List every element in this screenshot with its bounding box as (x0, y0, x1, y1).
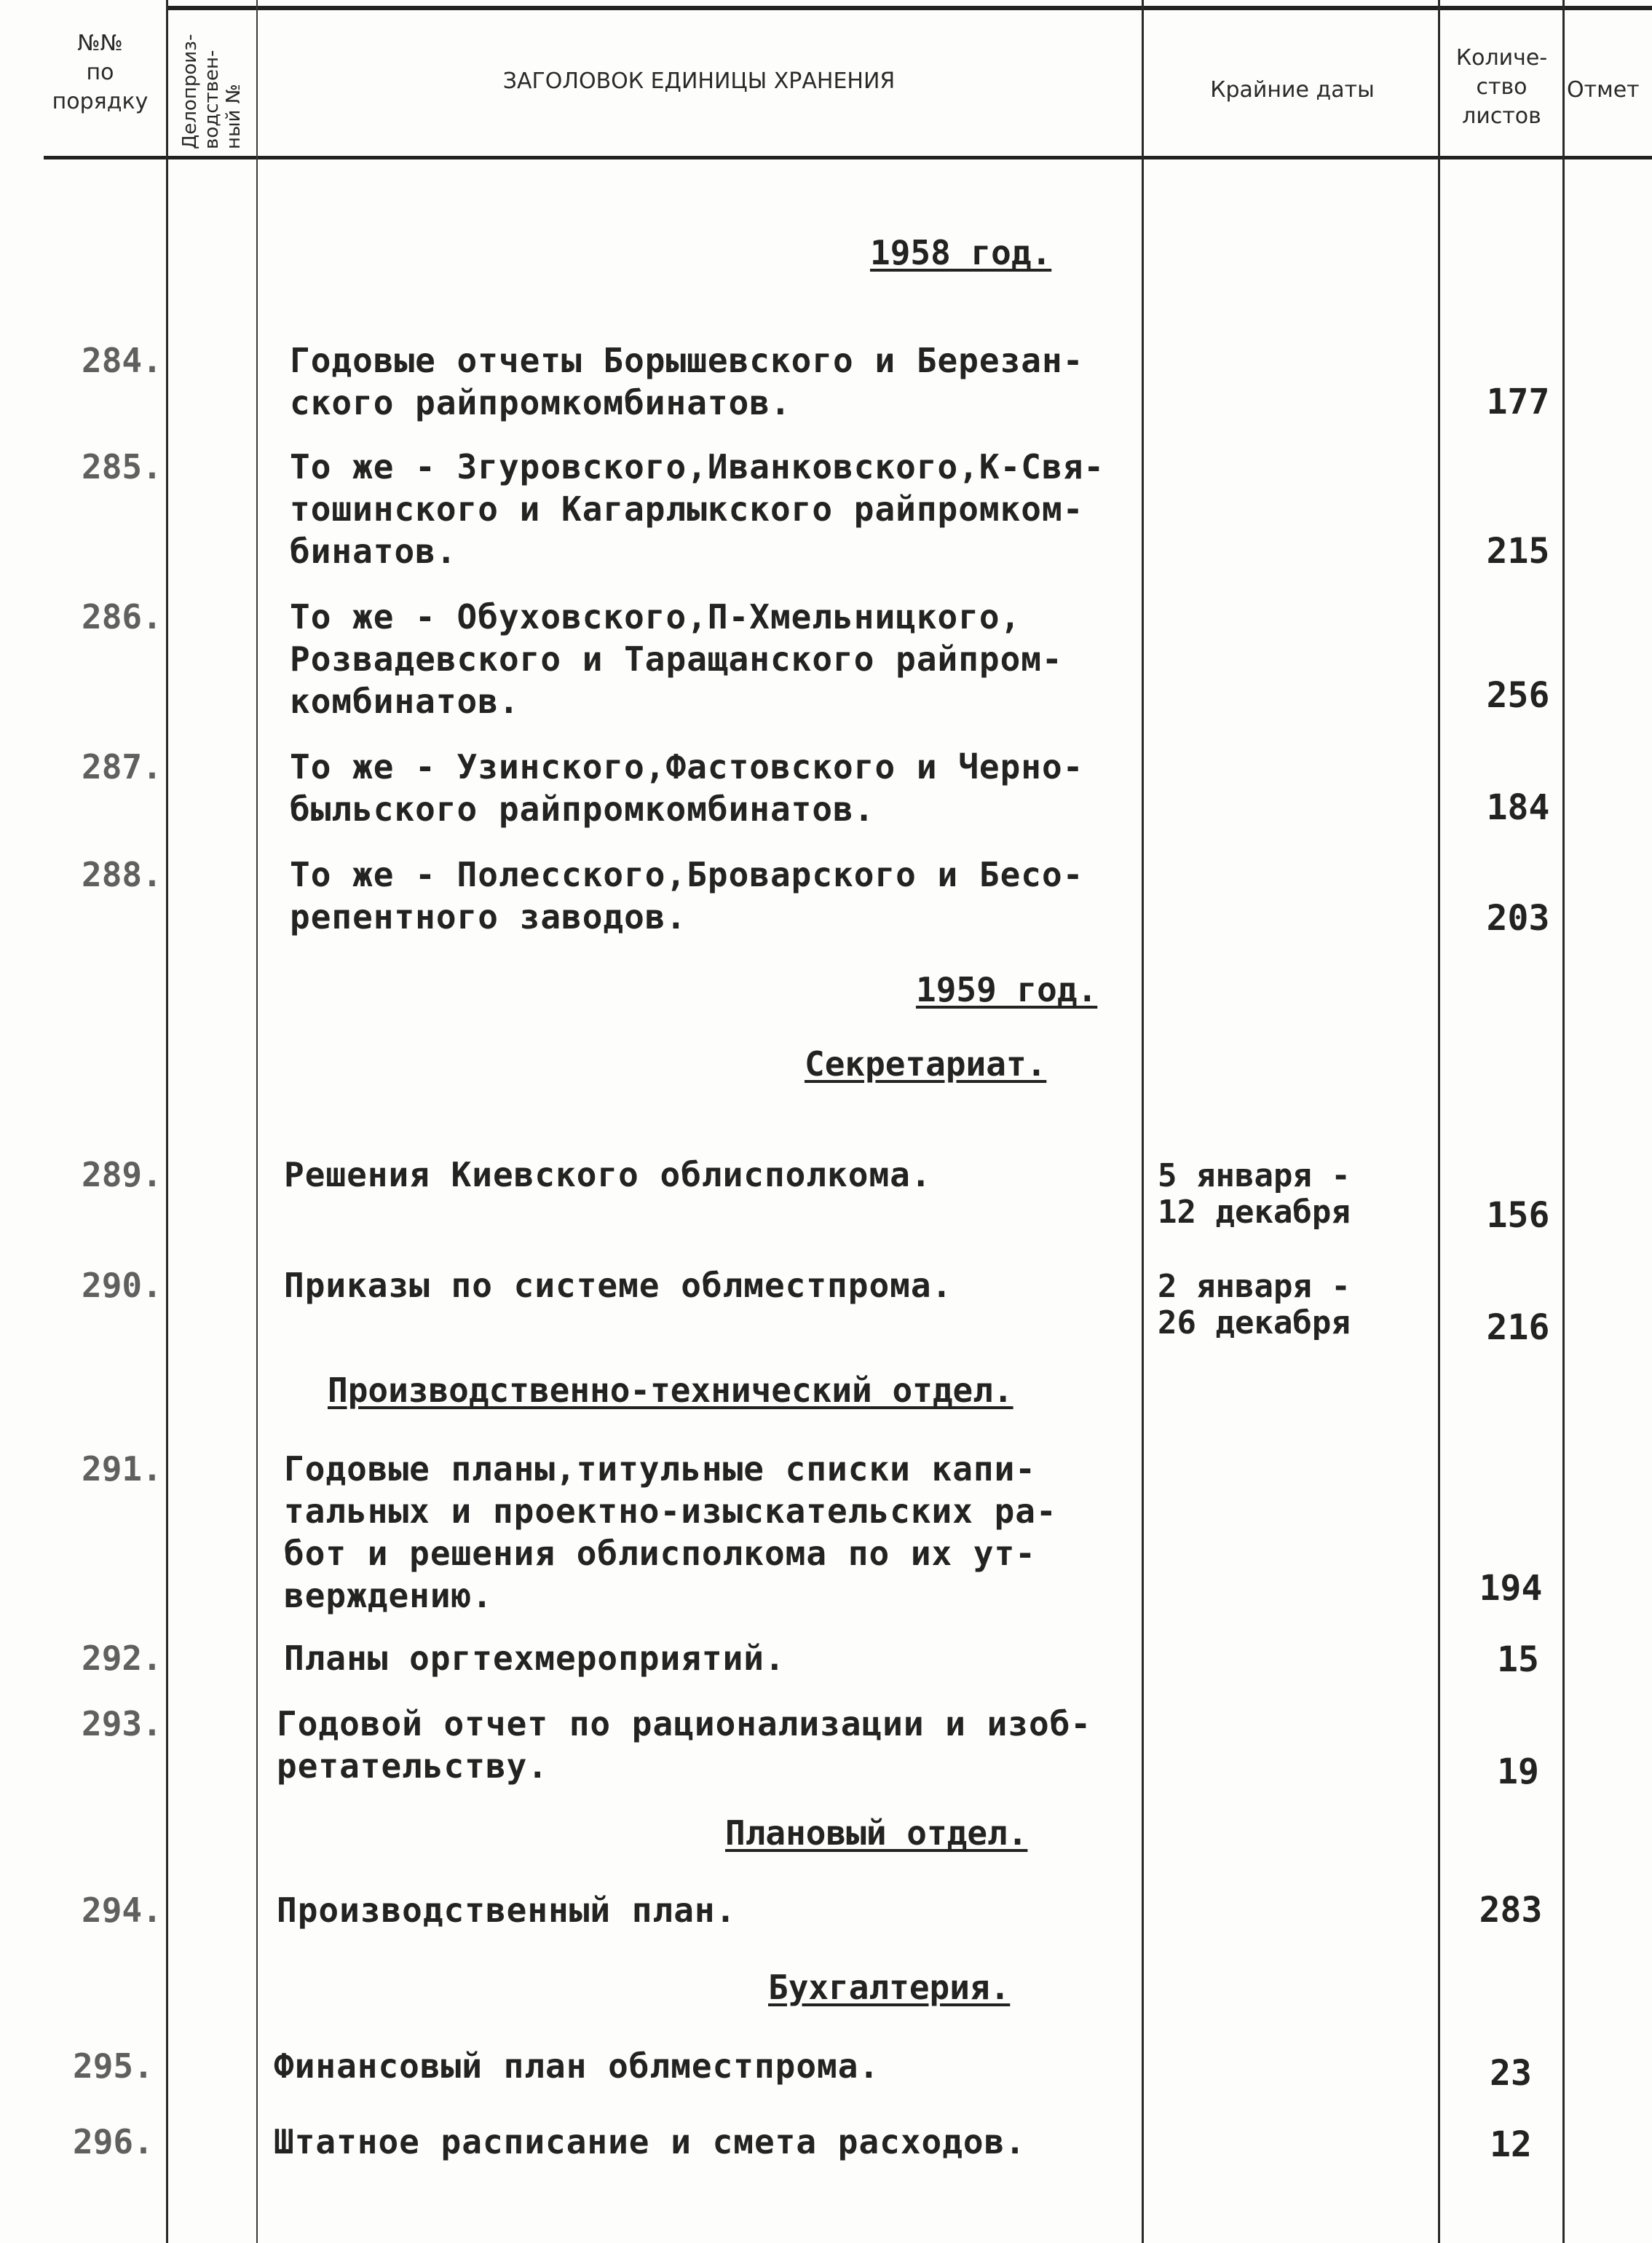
row-294-title: Производственный план. (277, 1891, 737, 1930)
section-planning: Плановый отдел. (725, 1813, 1028, 1853)
row-288-title: То же - Полесского,Броварского и Бесо- репентного заводов. (290, 855, 1084, 937)
col-rule-2 (256, 0, 258, 2243)
row-290-num: 290. (82, 1266, 162, 1305)
row-288-count: 203 (1486, 898, 1550, 939)
row-292-count: 15 (1497, 1639, 1539, 1680)
row-286-count: 256 (1486, 675, 1550, 716)
row-293-num: 293. (82, 1704, 162, 1743)
header-col-count: Количе- ство листов (1455, 45, 1548, 129)
row-296-title: Штатное расписание и смета расходов. (274, 2122, 1026, 2161)
row-292-num: 292. (82, 1639, 162, 1678)
row-293-count: 19 (1497, 1751, 1539, 1792)
row-289-num: 289. (82, 1155, 162, 1194)
row-284-count: 177 (1486, 382, 1550, 422)
header-rule (44, 156, 1652, 159)
row-287-count: 184 (1486, 787, 1550, 828)
row-290-title: Приказы по системе облместпрома. (284, 1266, 953, 1305)
section-secretariat: Секретариат. (805, 1044, 1047, 1084)
row-287-title: То же - Узинского,Фастовского и Черно- быльского райпромкомбинатов. (290, 747, 1084, 829)
col-rule-3 (1142, 0, 1144, 2243)
row-295-title: Финансовый план облместпрома. (274, 2046, 880, 2086)
row-289-title: Решения Киевского облисполкома. (284, 1155, 932, 1194)
section-year-1958: 1958 год. (870, 233, 1052, 272)
header-col-title: ЗАГОЛОВОК ЕДИНИЦЫ ХРАНЕНИЯ (502, 68, 896, 94)
row-288-num: 288. (82, 855, 162, 894)
row-285-title: То же - Згуровского,Иванковского,К-Свя- тошинского и Кагарлыкского райпромком- бинатов. (290, 447, 1105, 571)
col-rule-1 (166, 0, 168, 2243)
header-col-dates: Крайние даты (1210, 77, 1375, 103)
top-rule (167, 6, 1652, 10)
row-293-title: Годовой отчет по рационализации и изоб- ретательству. (277, 1704, 1092, 1786)
row-292-title: Планы оргтехмероприятий. (284, 1639, 786, 1678)
row-290-count: 216 (1486, 1307, 1550, 1348)
row-289-dates: 5 января - 12 декабря (1158, 1157, 1351, 1231)
row-289-count: 156 (1486, 1195, 1550, 1236)
header-col-num: №№ по порядку (52, 31, 149, 114)
header-col-office: Делопроиз- водствен- ный № (179, 33, 245, 149)
row-291-count: 194 (1479, 1568, 1543, 1609)
row-285-num: 285. (82, 447, 162, 486)
row-285-count: 215 (1486, 531, 1550, 572)
row-294-num: 294. (82, 1891, 162, 1930)
row-296-count: 12 (1490, 2124, 1532, 2165)
row-290-dates: 2 января - 26 декабря (1158, 1268, 1351, 1341)
row-286-num: 286. (82, 597, 162, 636)
row-295-num: 295. (73, 2046, 154, 2086)
row-286-title: То же - Обуховского,П-Хмельницкого, Розвадевского и Таращанского райпром- комбинатов. (290, 597, 1063, 721)
row-291-num: 291. (82, 1449, 162, 1489)
section-prod-tech: Производственно-технический отдел. (328, 1371, 1013, 1410)
row-284-title: Годовые отчеты Борышевского и Березан- ского райпромкомбинатов. (290, 341, 1084, 422)
row-294-count: 283 (1479, 1890, 1543, 1931)
row-291-title: Годовые планы,титульные списки капи- тальных и проектно-изыскательских ра- бот и решения облисполкома по их ут- верждению. (284, 1449, 1057, 1615)
header-col-notes: Отмет (1567, 77, 1640, 103)
section-year-1959: 1959 год. (916, 970, 1098, 1009)
section-accounting: Бухгалтерия. (768, 1968, 1011, 2007)
row-296-num: 296. (73, 2122, 154, 2161)
row-287-num: 287. (82, 747, 162, 787)
row-295-count: 23 (1490, 2053, 1532, 2094)
row-284-num: 284. (82, 341, 162, 380)
